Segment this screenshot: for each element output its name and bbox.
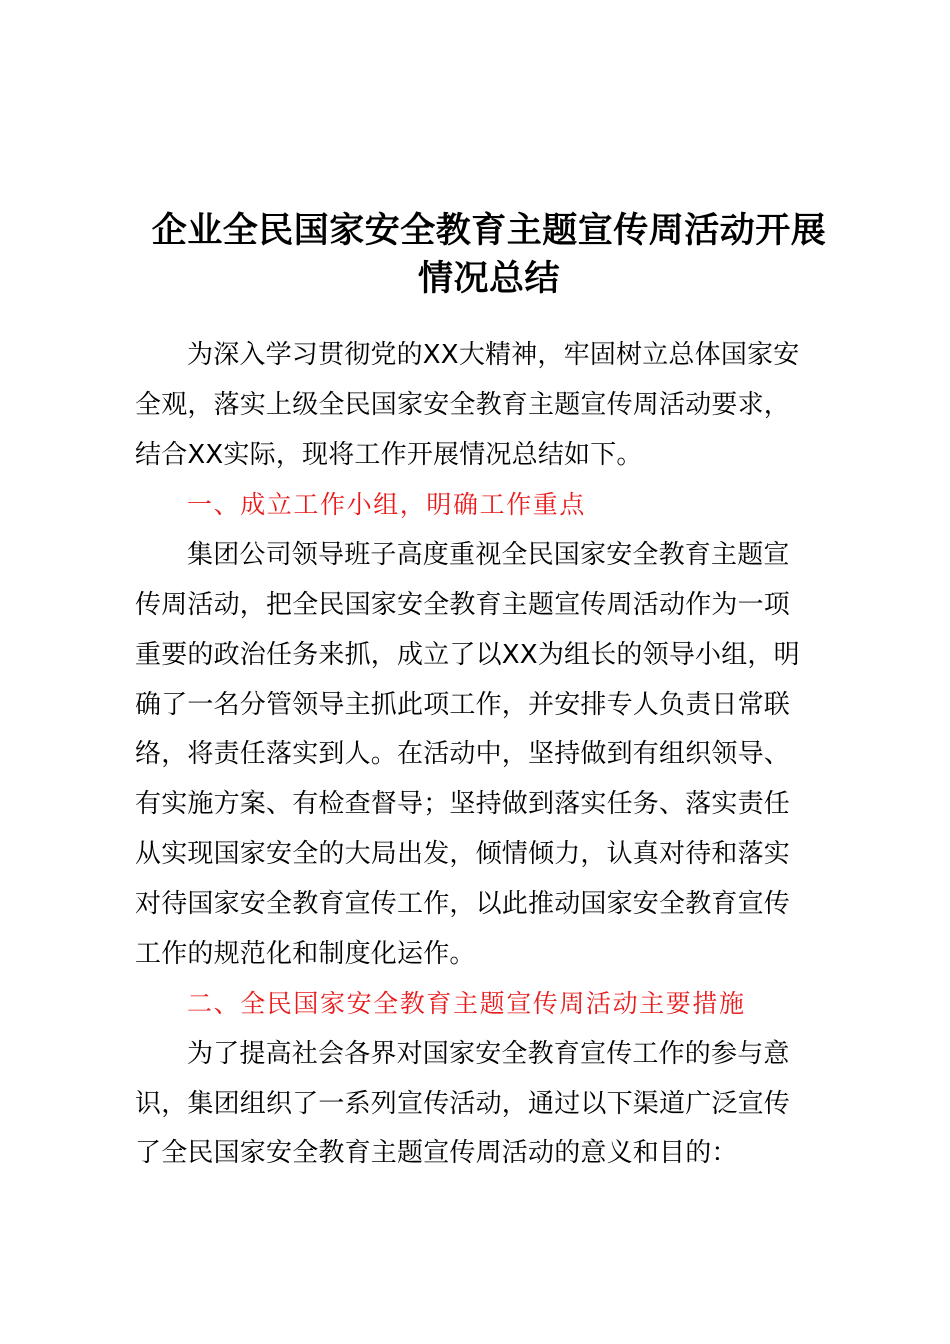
document-title-line-2: 情况总结 [417, 259, 560, 299]
intro-paragraph-line: 结合XX实际，现将工作开展情况总结如下。 [135, 440, 643, 470]
section-1-paragraph-line: 络，将责任落实到人。在活动中，坚持做到有组织领导、 [135, 739, 791, 769]
section-1-paragraph-line: 重要的政治任务来抓，成立了以XX为组长的领导小组，明 [135, 640, 800, 670]
section-1-heading: 一、成立工作小组，明确工作重点 [187, 490, 587, 519]
section-1-paragraph-line: 对待国家安全教育宣传工作，以此推动国家安全教育宣传 [135, 889, 791, 919]
section-2-paragraph-line: 了全民国家安全教育主题宣传周活动的意义和目的： [135, 1138, 738, 1168]
section-2-heading: 二、全民国家安全教育主题宣传周活动主要措施 [187, 989, 746, 1018]
section-2-paragraph-line: 为了提高社会各界对国家安全教育宣传工作的参与意 [187, 1039, 790, 1069]
section-1-paragraph-line: 集团公司领导班子高度重视全民国家安全教育主题宣 [187, 540, 790, 570]
intro-paragraph-line: 全观，落实上级全民国家安全教育主题宣传周活动要求， [135, 390, 791, 420]
section-1-paragraph-line: 确了一名分管领导主抓此项工作，并安排专人负责日常联 [135, 690, 791, 720]
document-title-line-1: 企业全民国家安全教育主题宣传周活动开展 [151, 211, 827, 251]
intro-paragraph-line: 为深入学习贯彻党的XX大精神，牢固树立总体国家安 [187, 340, 800, 370]
section-1-paragraph-line: 工作的规范化和制度化运作。 [135, 939, 476, 969]
section-1-paragraph-line: 从实现国家安全的大局出发，倾情倾力，认真对待和落实 [135, 839, 791, 869]
section-1-paragraph-line: 传周活动，把全民国家安全教育主题宣传周活动作为一项 [135, 590, 791, 620]
section-1-paragraph-line: 有实施方案、有检查督导；坚持做到落实任务、落实责任 [135, 789, 791, 819]
section-2-paragraph-line: 识，集团组织了一系列宣传活动，通过以下渠道广泛宣传 [135, 1089, 791, 1119]
